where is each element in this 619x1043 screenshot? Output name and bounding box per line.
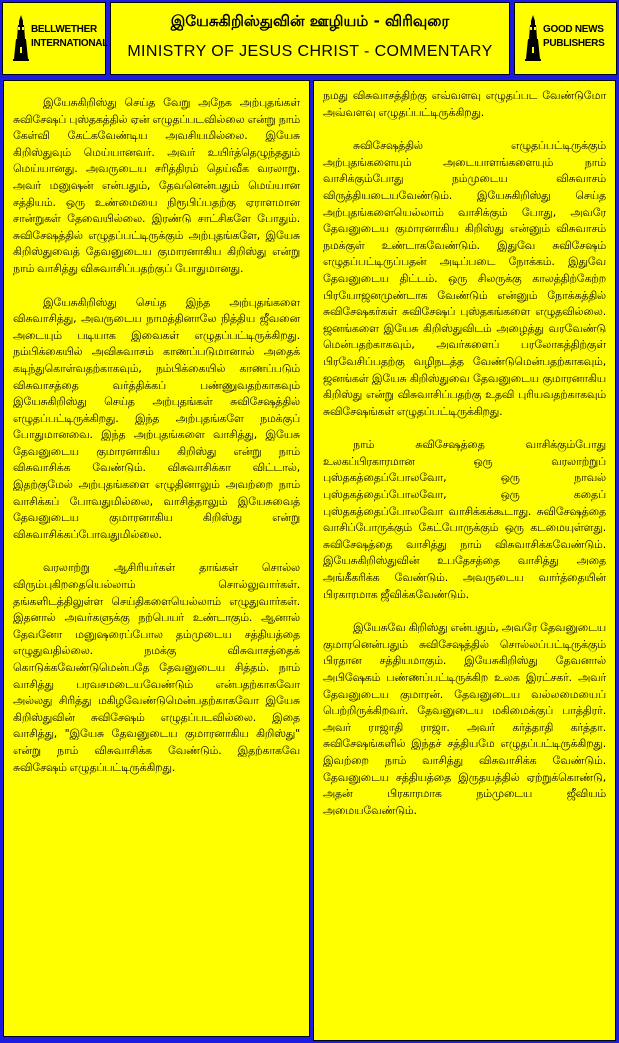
paragraph: சுவிசேஷத்தில் எழுதப்பட்டிருக்கும் அற்புதங்களையும் அடையாளங்களையும் நாம் வாசிக்கும்போது நம்முடைய விசுவாசம் விருத்தியடையவேண்டும். இயேசுகிறிஸ்து செய்த அற்புதங்களையெல்லாம் வாசிக்கும் போது, அவரே தேவனுடைய குமாரனாகிய கிறிஸ்து என்னும் விசுவாசம் நமக்குள் உண்டாகவேண்டும். இதுவே சுவிசேஷம் எழுதப்பட்டிருப்பதன் அடிப்படை நோக்கம். இதுவே தேவனுடைய திட்டம். ஒரு சிலருக்கு காலத்திற்கேற்ற பிரயோஜனமுண்டாக வேண்டும் என்னும் நோக்கத்தில் சுவிசேஷகர்கள் சுவிசேஷப் புஸ்தகங்களை எழுதவில்லை. ஜனங்களை இயேசு கிறிஸ்துவிடம் அழைத்து வரவேண்டு மென்பதற்காகவும், அவர்களைப் பரலோகத்திற்குள் பிரவேசிப்பதற்கு வழிநடத்த வேண்டுமென்பதற்காகவும், ஜனங்கள் இயேசு கிறிஸ்துவை தேவனுடைய குமாரனாகிய கிறிஸ்து என்று விசுவாசிப்பதற்கு உதவி புரியவதற்காகவும் சுவிசேஷங்கள் எழுதப்பட்டிருக்கிறது. <box>323 139 606 418</box>
logo-line2: PUBLISHERS <box>543 38 605 49</box>
page-title-tamil: இயேசுகிறிஸ்துவின் ஊழியம் - விரிவுரை <box>170 12 450 30</box>
logo-line1: BELLWETHER <box>31 24 97 35</box>
title-box <box>110 2 510 75</box>
paragraph: நமது விசுவாசத்திற்கு எவ்வளவு எழுதப்பட வேண்டுமோ அவ்வளவு எழுதப்பட்டிருக்கிறது. <box>323 89 606 119</box>
paragraph: வரலாற்று ஆசிரியர்கள் தாங்கள் சொல்ல விரும்புகிறதையெல்லாம் சொல்லுவார்கள். தங்களிடத்திலுள்ள செய்திகளையெல்லாம் எழுதுவார்கள். இதனால் அவர்களுக்கு நற்பெயர் உண்டாகும். ஆனால் தேவனோ மனுஷரைப்போல தம்முடைய சத்தியத்தை எழுதுவதில்லை. நமக்கு விசுவாசத்தைக் கொடுக்கவேண்டுமென்பதே தேவனுடைய சித்தம். நாம் வாசித்து பரவசமடையவேண்டும் என்பதற்காகவோ அல்லது சிரித்து மகிழவேண்டுமென்பதற்காகவோ இயேசு கிறிஸ்துவின் சுவிசேஷம் எழுதப்படவில்லை. இதை வாசித்து, "இயேசு தேவனுடைய குமாரனாகிய கிறிஸ்து" என்று நாம் விசுவாசிக்க வேண்டும். இதற்காகவே சுவிசேஷம் எழுதப்பட்டிருக்கிறது. <box>13 561 300 774</box>
paragraph: இயேசுகிறிஸ்து செய்த இந்த அற்புதங்களை விசுவாசித்து, அவருடைய நாமத்தினாலே நித்திய ஜீவனை அடையும் படியாக இவைகள் எழுதப்பட்டிருக்கிறது. நம்பிக்கையில் அவிசுவாசம் காணப்படுமானால் அதைக் கடிந்துகொள்வதற்காகவும், நம்பிக்கையில் காணப்படும் விசுவாசத்தை வர்த்திக்கப் பண்ணுவதற்காகவும் இயேசுகிறிஸ்து செய்த அற்புதங்கள் சுவிசேஷத்தில் எழுதப்பட்டிருக்கிறது. இந்த அற்புதங்களே நமக்குப் போதுமானவை. இந்த அற்புதங்களை வாசித்து, இயேசு தேவனுடைய குமாரனாகிய கிறிஸ்து என்று நாம் விசுவாசிக்க வேண்டும். விசுவாசிக்கா விட்டால், இதற்குமேல் அற்புதங்களை எழுதினாலும் அவற்றை நாம் வாசிக்கப் போவதுமில்லை, வாசித்தாலும் இயேசுவைத் தேவனுடைய குமாரனாகிய கிறிஸ்து என்று விசுவாசிக்கப்போவதுமில்லை. <box>13 295 300 541</box>
page-header <box>0 0 619 79</box>
tower-icon <box>13 15 29 61</box>
paragraph: நாம் சுவிசேஷத்தை வாசிக்கும்போது உலகப்பிரகாரமான ஒரு வரலாற்றுப் புஸ்தகத்தைப்போலவோ, ஒரு நாவல் புஸ்தகத்தைப்போலவோ, ஒரு கதைப் புஸ்தகத்தைப்போலவோ வாசிக்கக்கூடாது. சுவிசேஷத்தை வாசிப்போருக்கும் கேட்போருக்கும் ஒரு கடமையுள்ளது. சுவிசேஷத்தை வாசித்து நாம் விசுவாசிக்கவேண்டும். இயேசுகிறிஸ்துவின் உபதேசத்தை வாசித்து அதை அங்கீகரிக்க வேண்டும். அவருடைய வார்த்தையின் பிரகாரமாக ஜீவிக்கவேண்டும். <box>323 438 606 601</box>
logo-line1: GOOD NEWS <box>543 24 604 35</box>
page-title-english: MINISTRY OF JESUS CHRIST - COMMENTARY <box>127 43 493 60</box>
left-column <box>3 80 310 1037</box>
bellwether-logo <box>2 2 109 75</box>
paragraph: இயேசுவே கிறிஸ்து என்பதும், அவரே தேவனுடைய குமாரனென்பதும் சுவிசேஷத்தில் சொல்லப்பட்டிருக்கும் பிரதான சத்தியமாகும். இயேசுகிறிஸ்து தேவனால் அபிஷேகம் பண்ணப்பட்டிருக்கிற உலக இரட்சகர். அவர் தேவனுடைய குமாரன். தேவனுடைய வல்லமையைப் பெற்றிருக்கிறவர். தேவனுடைய மகிமைக்குப் பாத்திரர். அவர் ராஜாதி ராஜா. அவர் கர்த்தாதி கர்த்தா. சுவிசேஷங்களில் இந்தச் சத்தியமே எழுதப்பட்டிருக்கிறது. இவற்றை நாம் வாசித்து விசுவாசிக்க வேண்டும். தேவனுடைய சத்தியத்தை இருதயத்தில் ஏற்றுக்கொண்டு, அதன் பிரகாரமாக நம்முடைய ஜீவியம் அமையவேண்டும். <box>323 621 606 817</box>
good-news-logo <box>514 2 617 75</box>
right-column <box>313 80 616 1041</box>
paragraph: இயேசுகிறிஸ்து செய்த வேறு அநேக அற்புதங்கள் சுவிசேஷப் புஸ்தகத்தில் ஏன் எழுதப்படவில்லை என்று நாம் கேள்வி கேட்கவேண்டிய அவசியமில்லை. இயேசு கிறிஸ்துவும் மெய்யானவர். அவர் உயிர்த்தெழுந்ததும் மெய்யானது. அவருடைய சரித்திரம் தெய்வீக வரலாறு. அவர் மனுஷன் என்பதும், தேவனென்பதும் மெய்யான சத்தியம். ஒரு உண்மையை நிரூபிப்பதற்கு ஏராளமான சான்றுகள் தேவையில்லை. இரண்டு சாட்சிகளே போதும். சுவிசேஷத்தில் எழுதப்பட்டிருக்கும் அற்புதங்களே, இயேசு கிறிஸ்துவைத் தேவனுடைய குமாரனாகிய கிறிஸ்து என்று நாம் வாசித்து விசுவாசிப்பதற்குப் போதுமானது. <box>13 96 300 275</box>
tower-icon <box>525 15 541 61</box>
logo-line2: INTERNATIONAL <box>31 38 109 49</box>
